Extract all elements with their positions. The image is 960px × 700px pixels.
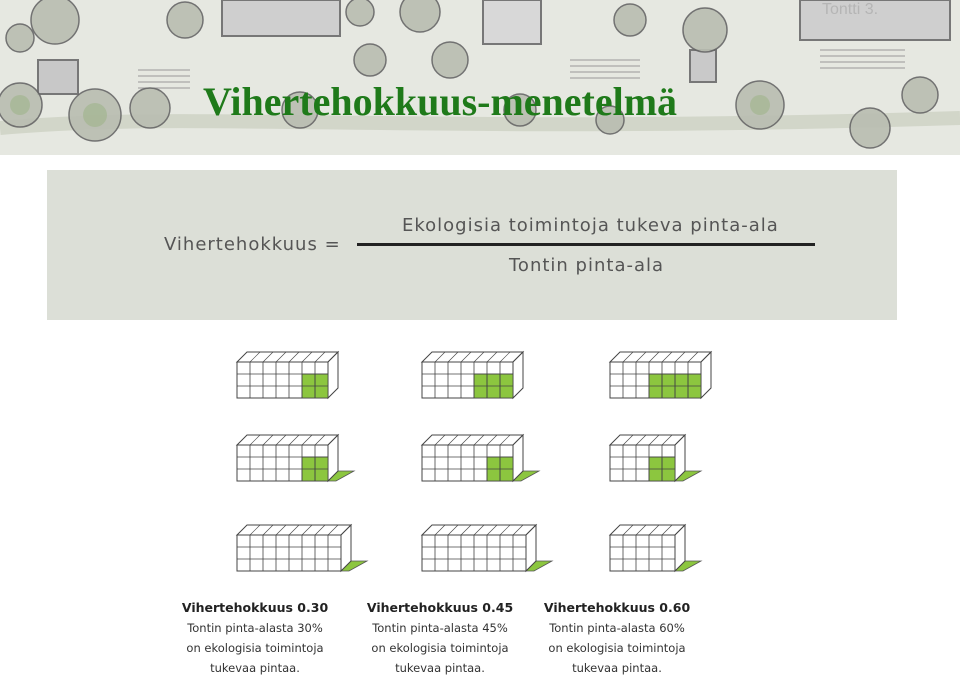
caption-line: tukevaa pintaa. bbox=[210, 661, 300, 675]
caption-line: tukevaa pintaa. bbox=[572, 661, 662, 675]
block-figure-r3-c3 bbox=[610, 525, 701, 571]
block-figure-r1-c1 bbox=[237, 352, 338, 398]
block-figure-r2-c3 bbox=[610, 435, 701, 481]
caption-line: tukevaa pintaa. bbox=[395, 661, 485, 675]
caption-030 bbox=[160, 598, 350, 678]
formula-lhs: Vihertehokkuus = bbox=[164, 234, 341, 255]
site-plan-illustration bbox=[0, 0, 960, 155]
block-illustrations bbox=[160, 320, 788, 590]
block-figure-r3-c2 bbox=[422, 525, 552, 571]
caption-heading: Vihertehokkuus 0.45 bbox=[366, 600, 514, 615]
caption-060 bbox=[522, 598, 712, 678]
caption-line: on ekologisia toimintoja bbox=[186, 641, 324, 655]
caption-heading: Vihertehokkuus 0.60 bbox=[543, 600, 691, 615]
caption-045 bbox=[345, 598, 535, 678]
formula-panel bbox=[47, 170, 897, 320]
fraction-bar bbox=[357, 243, 815, 246]
page-title: Vihertehokkuus-menetelmä bbox=[203, 79, 678, 124]
formula-numerator: Ekologisia toimintoja tukeva pinta-ala bbox=[402, 215, 779, 236]
caption-heading: Vihertehokkuus 0.30 bbox=[181, 600, 329, 615]
block-figure-r1-c3 bbox=[610, 352, 711, 398]
caption-line: on ekologisia toimintoja bbox=[548, 641, 686, 655]
block-figure-r1-c2 bbox=[422, 352, 523, 398]
block-figure-r2-c1 bbox=[237, 435, 354, 481]
caption-line: Tontin pinta-alasta 45% bbox=[372, 621, 508, 635]
block-figure-r3-c1 bbox=[237, 525, 367, 571]
block-figure-r2-c2 bbox=[422, 435, 539, 481]
site-plan-banner bbox=[0, 0, 960, 155]
green-factor-diagram bbox=[160, 320, 788, 700]
caption-line: Tontin pinta-alasta 60% bbox=[549, 621, 685, 635]
plot-label: Tontti 3. bbox=[822, 1, 879, 18]
caption-line: Tontin pinta-alasta 30% bbox=[187, 621, 323, 635]
formula-denominator: Tontin pinta-ala bbox=[509, 255, 665, 276]
caption-line: on ekologisia toimintoja bbox=[371, 641, 509, 655]
